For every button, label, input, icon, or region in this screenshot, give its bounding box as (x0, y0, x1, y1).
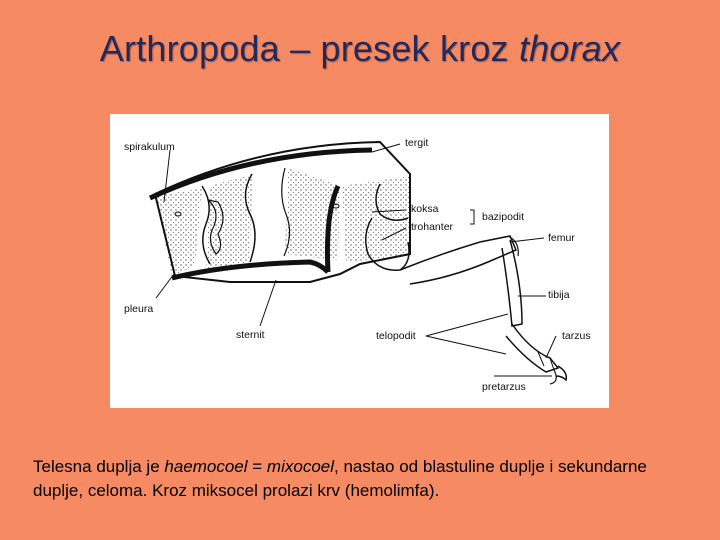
caption-term-mixocoel: mixocoel (266, 457, 335, 476)
label-spirakulum: spirakulum (124, 141, 175, 153)
caption-part-3: , nastao od blastuline duplje i sekundarne duplje, celoma. Kroz miksocel prolazi krv (hemolimfa). (33, 457, 647, 500)
label-telopodit: telopodit (376, 330, 416, 342)
label-tergit: tergit (405, 137, 429, 149)
label-tibija: tibija (548, 289, 570, 301)
title-main: Arthropoda – presek kroz (99, 28, 519, 69)
thorax-cross-section-diagram (110, 114, 609, 408)
label-pretarzus: pretarzus (482, 381, 526, 393)
caption-part-1: Telesna duplja je (33, 457, 165, 476)
slide-title (0, 28, 720, 70)
label-bazipodit: bazipodit (482, 211, 525, 223)
label-koksa: koksa (411, 203, 439, 215)
caption-part-2: = (247, 457, 267, 476)
caption-text (33, 455, 693, 503)
label-sternit: sternit (236, 329, 265, 341)
label-femur: femur (548, 232, 575, 244)
caption-term-haemocoel: haemocoel (164, 457, 248, 476)
label-trohanter: trohanter (411, 221, 454, 233)
title-italic: thorax (518, 28, 621, 69)
label-pleura: pleura (124, 303, 154, 315)
label-tarzus: tarzus (562, 330, 591, 342)
